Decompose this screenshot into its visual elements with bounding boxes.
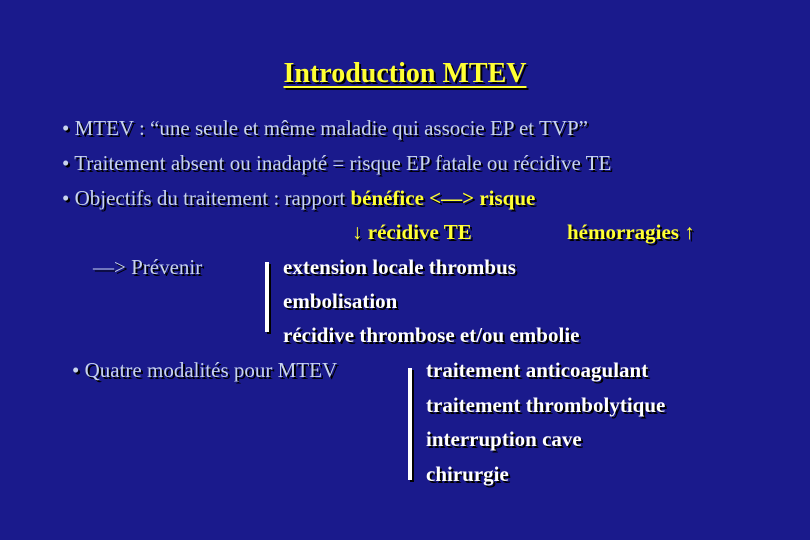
bullet-mtev-definition: • MTEV : “une seule et même maladie qui associe EP et TVP” — [62, 116, 588, 140]
objectives-label: • Objectifs du traitement : rapport — [62, 186, 351, 210]
bullet-four-modalities: • Quatre modalités pour MTEV — [72, 358, 338, 382]
prevent-item: embolisation — [283, 289, 398, 313]
prevent-label: —> Prévenir — [93, 255, 203, 279]
balance-left-recurrence: ↓ récidive TE — [352, 220, 472, 244]
modality-item: traitement anticoagulant — [426, 358, 649, 382]
prevent-bracket — [265, 262, 269, 332]
modalities-bracket — [408, 368, 412, 480]
modality-item: chirurgie — [426, 462, 509, 486]
slide-title: Introduction MTEV — [283, 58, 527, 89]
balance-right-hemorrhage: hémorragies ↑ — [567, 220, 695, 244]
modality-item: traitement thrombolytique — [426, 393, 666, 417]
benefit-risk-highlight: bénéfice <—> risque — [350, 186, 536, 210]
bullet-treatment-objectives — [62, 188, 535, 209]
modality-item: interruption cave — [426, 427, 582, 451]
prevent-item: extension locale thrombus — [283, 255, 516, 279]
bullet-treatment-risk: • Traitement absent ou inadapté = risque EP fatale ou récidive TE — [62, 151, 612, 175]
prevent-item: récidive thrombose et/ou embolie — [283, 323, 580, 347]
